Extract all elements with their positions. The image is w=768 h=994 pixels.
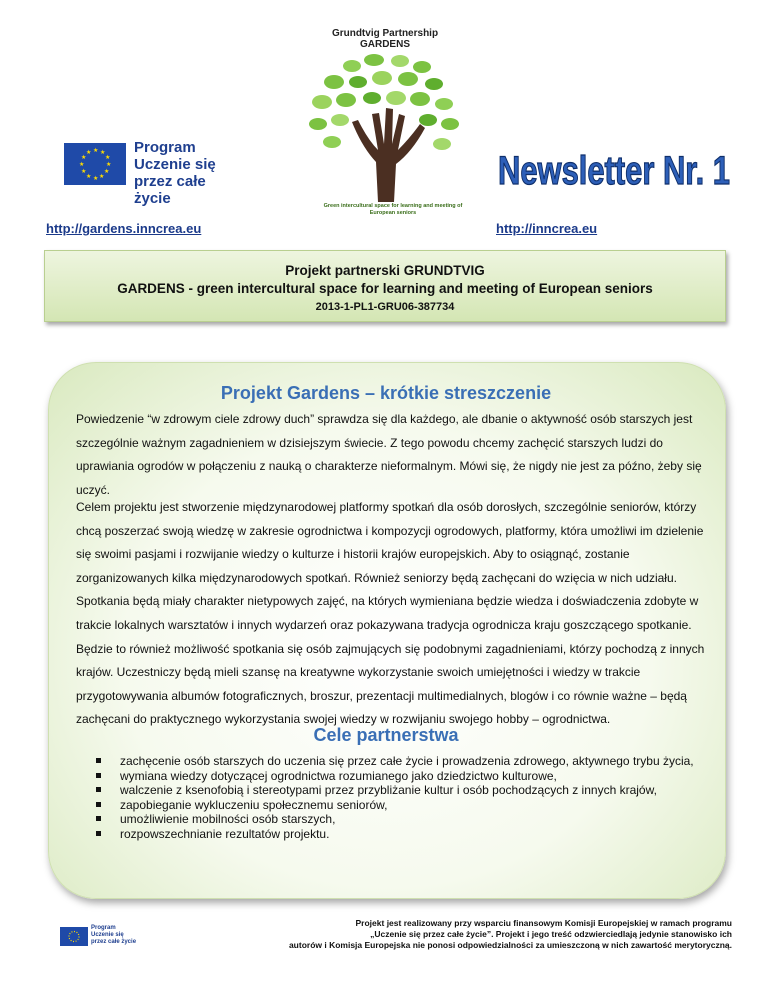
svg-text:★: ★: [81, 168, 87, 175]
bullet-icon: [96, 758, 101, 763]
svg-text:★: ★: [93, 175, 99, 182]
svg-text:★: ★: [79, 161, 85, 168]
summary-paragraph-1: Powiedzenie “w zdrowym ciele zdrowy duch” sprawdza się dla każdego, ale dbanie o aktywność osób starszych jest szczególnie ważnym zagadnieniem w dzisiejszym świecie. Z tego powodu chcemy zachęcić starszych ludzi do uprawiania ogrodów w połączeniu z nauką o charakterze nieformalnym. Mówi się, że nigdy nie jest za późno, żeby się uczyć.: [76, 412, 702, 497]
svg-text:★: ★: [105, 154, 111, 161]
footer-line: autorów i Komisja Europejska nie ponosi odpowiedzialności za umieszczoną w nich zawartość merytoryczną.: [288, 940, 732, 950]
footer-logo-line: Program: [91, 925, 116, 931]
list-item: [96, 783, 696, 798]
partnership-title: [300, 28, 470, 50]
bullet-icon: [96, 773, 101, 778]
banner-subtitle: GARDENS - green intercultural space for learning and meeting of European seniors: [117, 281, 653, 296]
goal-text: zapobieganie wykluczeniu społecznemu seniorów,: [120, 797, 388, 812]
goal-text: zachęcenie osób starszych do uczenia się przez całe życie i prowadzenia zdrowego, aktywnego trybu życia,: [120, 754, 694, 768]
lifelong-learning-logo: [64, 139, 244, 207]
goals-heading: Cele partnerstwa: [313, 725, 459, 745]
list-item: [96, 754, 696, 769]
project-banner: [44, 250, 726, 322]
list-item: [96, 798, 696, 813]
newsletter-title-text: Newsletter Nr. 1: [498, 149, 730, 193]
footer-logo-text: [91, 925, 136, 946]
banner-title: Projekt partnerski GRUNDTVIG: [285, 263, 485, 278]
bullet-icon: [96, 802, 101, 807]
svg-text:★: ★: [104, 168, 110, 175]
footer-disclaimer: [176, 918, 732, 951]
program-title: Grundtvig Partnership: [331, 28, 439, 39]
svg-text:★: ★: [86, 173, 92, 180]
eu-flag-small-icon: [60, 927, 88, 946]
footer-logo-line: Uczenie się: [91, 932, 124, 938]
list-item: [96, 827, 696, 842]
goal-text: walczenie z ksenofobią i stereotypami przez przybliżanie kultur i osób pochodzących z innych krajów,: [120, 783, 657, 797]
footer-line: „Uczenie się przez całe życie”. Projekt i jego treść odzwierciedlają jedynie stanowisko ich: [370, 929, 732, 939]
svg-text:★: ★: [93, 147, 99, 154]
gardens-link[interactable]: http://gardens.inncrea.eu: [46, 221, 202, 236]
footer-logo-line: przez całe życie: [91, 939, 137, 945]
bullet-icon: [96, 816, 101, 821]
svg-text:★: ★: [100, 149, 106, 156]
newsletter-title: [494, 138, 734, 198]
list-item: [96, 812, 696, 827]
footer-line: Projekt jest realizowany przy wsparciu finansowym Komisji Europejskiej w ramach programu: [355, 918, 732, 928]
eu-flag-icon: [64, 143, 126, 185]
summary-paragraph-2: Celem projektu jest stworzenie międzynarodowej platformy spotkań dla osób dorosłych, szczególnie seniorów, którzy chcą poszerzać swoją wiedzę w zakresie ogrodnictwa i kompozycji ogrodowych, platformy, która umożliwi im dzielenie się swoimi pasjami i rozwijanie wiedzy o kulturze i historii krajów europejskich. Aby to osiągnąć, zostanie zorganizowanych kilka międzynarodowych spotkań. Również seniorzy będą zachęcani do wzięcia w nich udziału. Spotkania będą miały charakter nietypowych zajęć, na których wymieniana będzie wiedza i doświadczenia zdobyte w trakcie lokalnych warsztatów i innych wydarzeń oraz pokazywana tradycja ogrodnicza kraju goszczącego spotkanie. Będzie to również możliwość spotkania się osób zajmujących się podobnymi zagadnieniami, którzy pochodzą z innych krajów. Uczestniczy będą mieli szansę na kreatywne wykorzystanie swoich umiejętności i wiedzy w trakcie przygotowywania albumów fotograficznych, broszur, prezentacji multimedialnych, blogów i co równie ważne – będą zachęcani do praktycznego wykorzystania swojej wiedzy w rozwijaniu swojego hobby – ogrodnictwa.: [76, 500, 705, 727]
svg-text:★: ★: [99, 173, 105, 180]
footer-logo: [60, 925, 150, 949]
eu-program-line: Uczenie się: [134, 156, 216, 173]
banner-code: 2013-1-PL1-GRU06-387734: [315, 301, 455, 313]
goal-text: umożliwienie mobilności osób starszych,: [120, 812, 336, 826]
goals-list: [96, 754, 696, 841]
eu-program-line: przez całe życie: [134, 173, 206, 207]
gardens-tree-logo: [292, 52, 482, 212]
goal-text: rozpowszechnianie rezultatów projektu.: [120, 826, 330, 841]
goal-text: wymiana wiedzy dotyczącej ogrodnictwa rozumianego jako dziedzictwo kulturowe,: [120, 768, 557, 783]
svg-text:★: ★: [86, 149, 92, 156]
bullet-icon: [96, 831, 101, 836]
bullet-icon: [96, 787, 101, 792]
inncrea-link[interactable]: http://inncrea.eu: [496, 221, 598, 236]
eu-program-text: [134, 139, 244, 207]
svg-text:★: ★: [81, 154, 87, 161]
tree-caption: Green intercultural space for learning and meeting of European seniors: [323, 203, 463, 216]
eu-program-line: Program: [134, 139, 196, 156]
svg-text:★: ★: [106, 161, 112, 168]
project-name: GARDENS: [359, 39, 410, 50]
summary-heading: Projekt Gardens – krótkie streszczenie: [220, 383, 552, 403]
list-item: [96, 769, 696, 784]
